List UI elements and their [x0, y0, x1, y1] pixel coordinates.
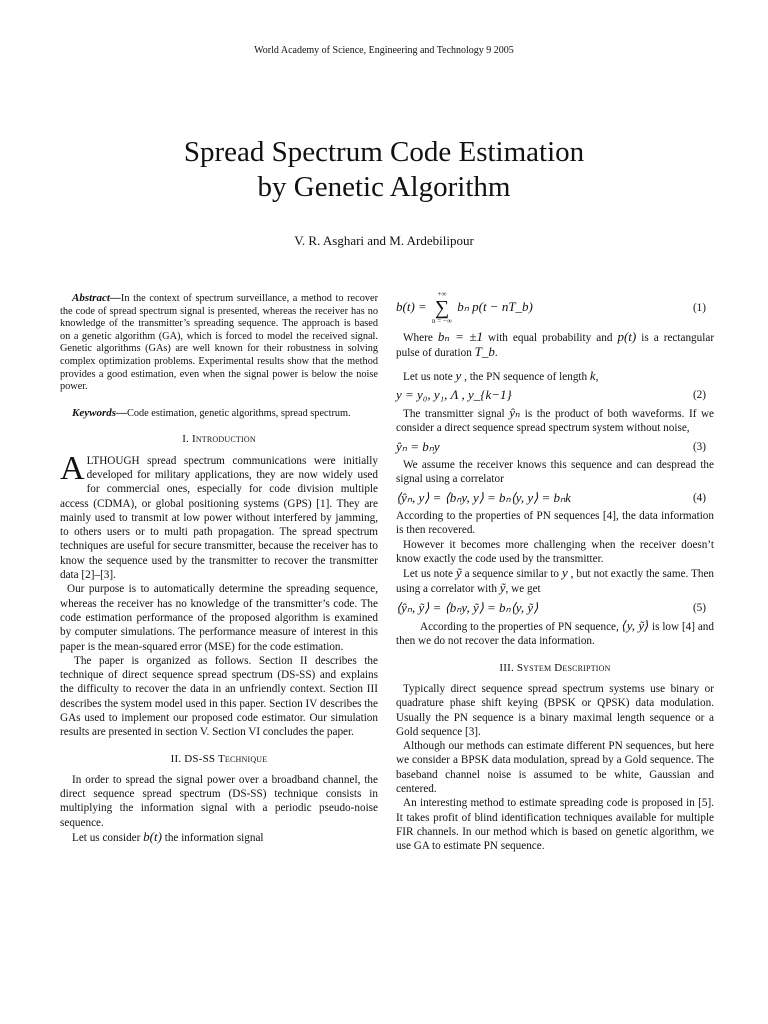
abstract-label: Abstract— [72, 292, 121, 304]
right-column [396, 286, 714, 854]
transmitter-paragraph: The transmitter signal ŷₙ is the product of both waveforms. If we consider a direct sequence spread spectrum system without noise, [396, 405, 714, 435]
equation-number: (1) [692, 301, 706, 314]
dsss-paragraph-1: In order to spread the signal power over a broadband channel, the direct sequence spread spectrum (DS-SS) technique consists in multiplying the information signal with a periodic pseudo-noise sequence. [60, 773, 378, 829]
abstract-text: In the context of spectrum surveillance, a method to recover the code of spread spectrum signal is presented, whereas the receiver has no knowledge of the transmitter’s spreading sequence. The approach is based on a genetic algorithm (GA), which is forced to model the received signal. Genetic algorithms (GAs) are well known for their robustness in solving complex optimization problems. Experimental results show that the method provides a good estimation, even when the signal power is below the noise power. [60, 293, 378, 393]
equation-1: b(t) = +∞ ∑ n = −∞ bₙ p(t − nT_b) (1) [396, 290, 714, 326]
dsss-paragraph-2: Let us consider b(t) the information signal [72, 829, 264, 845]
keywords-label: Keywords— [72, 406, 127, 419]
section-heading-system-description: III. System Description [499, 661, 611, 674]
title-line-2: by Genetic Algorithm [257, 171, 511, 203]
equation-2: y = y₀, y₁, Λ , y_{k−1} (2) [396, 388, 714, 402]
however-paragraph: However it becomes more challenging when the receiver doesn’t know exactly the code used by the transmitter. [396, 538, 714, 565]
authors: V. R. Asghari and M. Ardebilipour [294, 233, 474, 248]
section-heading-introduction: I. Introduction [182, 433, 256, 446]
properties-paragraph: According to the properties of PN sequences [4], the data information is then recovered. [396, 509, 714, 537]
system-paragraph-2: Although our methods can estimate different PN sequences, but here we consider a BPSK data modulation, spread by a Gold sequence. The baseband channel noise is assumed to be white, Gaussian and centered. [396, 740, 714, 796]
journal-header: World Academy of Science, Engineering and Technology 9 2005 [254, 45, 514, 56]
equation-number: (3) [692, 440, 706, 453]
equation-number: (4) [692, 491, 706, 504]
assume-paragraph: We assume the receiver knows this sequence and can despread the signal using a correlator [396, 459, 714, 486]
system-paragraph-1: Typically direct sequence spread spectrum systems use binary or quadrature phase shift keying (BPSK or QPSK) data modulation. Usually the PN sequence is a binary maximal length sequence or a Gold sequence [3]. [396, 682, 714, 738]
low-correlation-paragraph: According to the properties of PN sequence, ⟨y, ỹ⟩ is low [4] and then we do not recover the data information. [396, 618, 714, 648]
where-paragraph: Where bₙ = ±1 with equal probability and p(t) is a rectangular pulse of duration T_b. [396, 329, 715, 360]
keywords-text: Code estimation, genetic algorithms, spread spectrum. [127, 407, 351, 419]
equation-3: ŷₙ = bₙy (3) [396, 440, 714, 454]
drop-cap: A [60, 449, 85, 487]
equation-number: (5) [692, 601, 706, 614]
system-paragraph-3: An interesting method to estimate spreading code is proposed in [5]. It takes profit of blind identification techniques available for multiple FIR channels. In our method which is based on genetic algorithm, we use GA to estimate PN sequence. [396, 797, 714, 853]
intro-paragraph-3: The paper is organized as follows. Section II describes the technique of direct sequence spread spectrum (DS-SS) and explains the difficulty to recover the data in an unfriendly context. Section III describes the system model used in this paper. Section IV describes the GAs used to implement our proposed code estimator. Our simulation results are presented in section V. Section VI concludes the paper. [60, 654, 378, 739]
summation-symbol: +∞ ∑ n = −∞ [432, 290, 452, 325]
left-column [60, 292, 378, 845]
paper-title [0, 135, 768, 205]
abstract [60, 292, 378, 394]
equation-number: (2) [692, 388, 706, 401]
equation-5: ⟨ŷₙ, ỹ⟩ = ⟨bₙy, ỹ⟩ = bₙ⟨y, ỹ⟩ (5) [396, 601, 714, 615]
pn-note-paragraph: Let us note y , the PN sequence of length k, [403, 367, 599, 383]
similar-sequence-paragraph: Let us note ỹ a sequence similar to y , but not exactly the same. Then using a correlator with ỹ, we get [396, 565, 715, 596]
title-line-1: Spread Spectrum Code Estimation [183, 136, 585, 168]
section-heading-dsss: II. DS-SS Technique [170, 752, 268, 765]
intro-paragraph-1: ALTHOUGH spread spectrum communications were initially developed for military applications, they are now widely used for commercial ones, especially for code division multiple access (CDMA), or global positioning systems (GPS) [1]. They are mainly used to transmit at low power without interfered by jamming, to others users or to multi path propagation. The spread spectrum techniques are useful for secure transmitter, because the receiver has to know the sequence used by the transmitter to recover the transmitter data [2]–[3]. [60, 449, 378, 582]
equation-4: ⟨ŷₙ, y⟩ = ⟨bₙy, y⟩ = bₙ⟨y, y⟩ = bₙk (4) [396, 491, 714, 505]
keywords [60, 407, 378, 421]
intro-paragraph-2: Our purpose is to automatically determine the spreading sequence, whereas the receiver has no knowledge of the transmitter’s code. The code estimation performance of the proposed algorithm is examined by computer simulations. The performance measure of interest in this paper is the mean-squared error (MSE) for the code estimation. [60, 583, 378, 653]
